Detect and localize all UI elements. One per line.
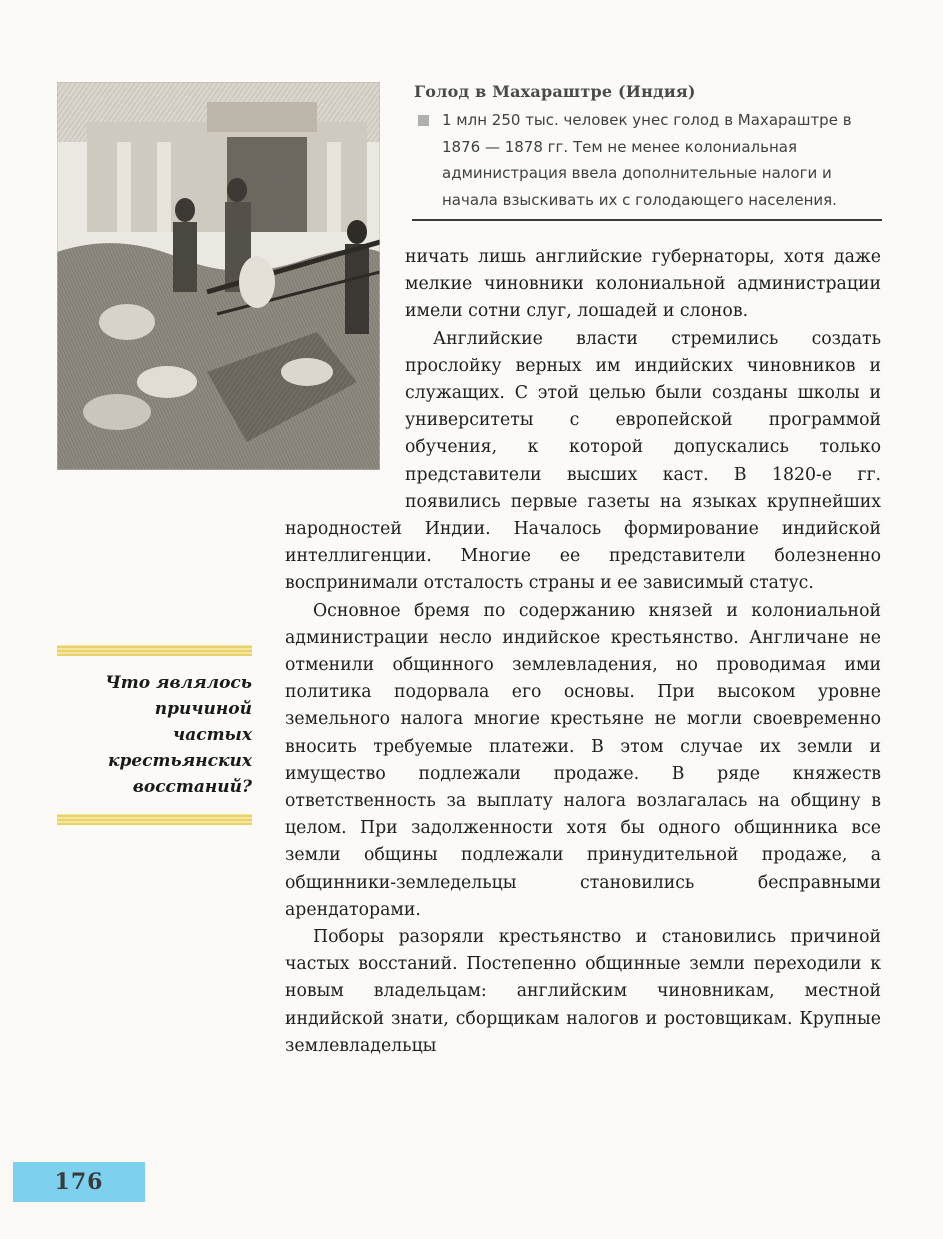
image-wrap-spacer [285,244,405,495]
paragraph-2: Английские власти стремились создать прослойку верных им индийских чиновников и служащих. С этой целью были созданы школы и университеты с европейской программой обучения, к которой допускались только представители высших каст. В 1820-е гг. появились первые газеты на языках крупнейших народностей Индии. Началось формирование индийской интеллигенции. Многие ее представители болезненно воспринимали отсталость страны и ее зависимый статус. [285,328,881,594]
question-bottom-bar [57,814,252,825]
page-number: 176 [13,1162,145,1202]
caption-divider [412,219,882,221]
caption-title: Голод в Махараштре (Индия) [414,82,696,101]
sidebar-question-box [57,645,252,825]
illustration-caption [410,82,882,221]
sidebar-question: Что являлось причиной частых крестьянских восстаний? [105,673,252,797]
paragraph-4: Поборы разоряли крестьянство и становились причиной частых восстаний. Постепенно общинные земли переходили к новым владельцам: английским чиновникам, местной индийской знати, сборщикам налогов и ростовщикам. Крупные землевладельцы [285,927,881,1056]
main-text [285,244,881,1060]
question-top-bar [57,645,252,656]
square-bullet-icon [418,115,429,126]
caption-body [410,107,882,213]
caption-text: 1 млн 250 тыс. человек унес голод в Махараштре в 1876 — 1878 гг. Тем не менее колониальная администрация ввела дополнительные налоги и начала взыскивать их с голодающего населения. [442,111,852,209]
paragraph-1: ничать лишь английские губернаторы, хотя даже мелкие чиновники колониальной администрации имели сотни слуг, лошадей и слонов. [405,247,881,322]
paragraph-3: Основное бремя по содержанию князей и колониальной администрации несло индийское крестьянство. Англичане не отменили общинного землевладения, но проводимая ими политика подорвала его основы. При высоком уровне земельного налога многие крестьяне не могли своевременно вносить требуемые платежи. В этом случае их земли и имущество подлежали продаже. В ряде княжеств ответственность за выплату налога возлагалась на общину в целом. При задолженности хотя бы одного общинника все земли общины подлежали принудительной продаже, а общинники-земледельцы становились бесправными арендаторами. [285,600,881,920]
